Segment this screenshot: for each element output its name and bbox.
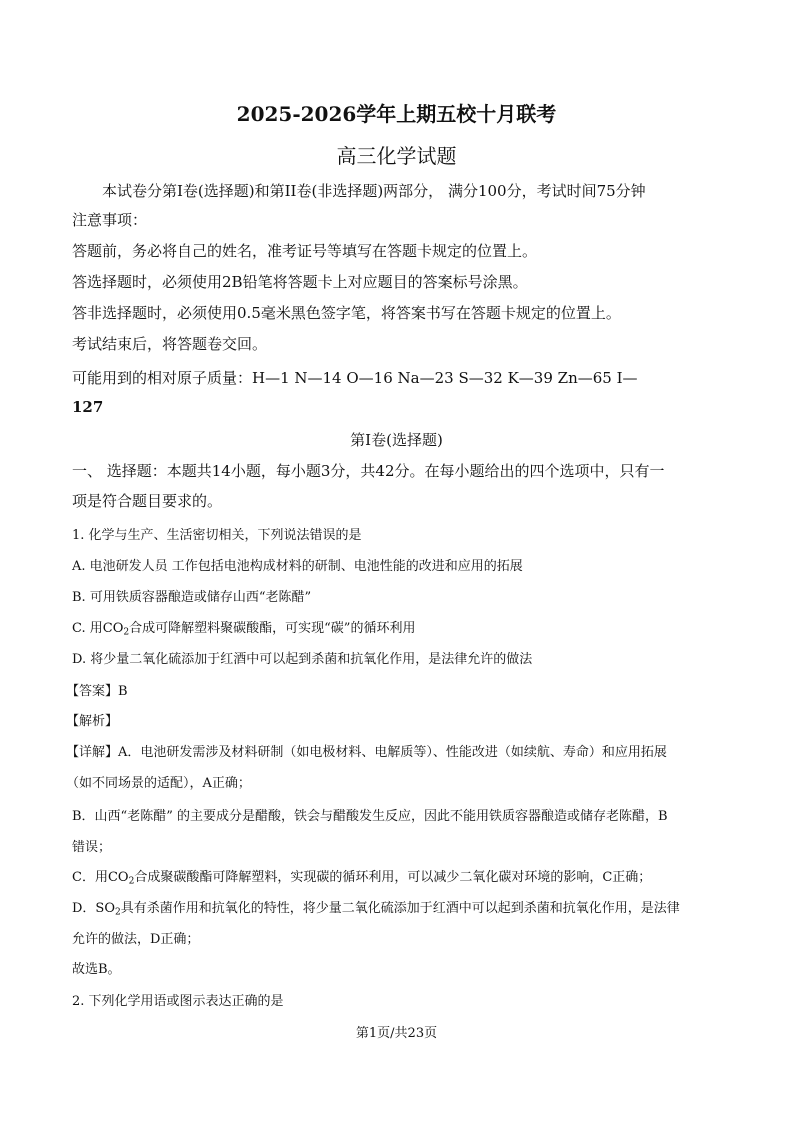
- notice-item: 答题前，务必将自己的姓名，准考证号等填写在答题卡规定的位置上。: [72, 242, 538, 260]
- section-instruction-continued: 项是符合题目要求的。: [72, 492, 223, 510]
- exam-title: 2025-2026学年上期五校十月联考: [236, 102, 557, 126]
- question-1-option-a: A. 电池研发人员 工作包括电池构成材料的研制、电池性能的改进和应用的拓展: [72, 559, 523, 574]
- question-1-option-c: [72, 617, 415, 636]
- subscript: 2: [115, 907, 121, 918]
- question-2-stem: 2. 下列化学用语或图示表达正确的是: [72, 994, 284, 1009]
- notice-item: 答非选择题时，必须使用0.5毫米黑色签字笔，将答案书写在答题卡规定的位置上。: [72, 304, 621, 322]
- detail-b: B．山西“老陈醋” 的主要成分是醋酸，铁会与醋酸发生反应，因此不能用铁质容器酿造或储存老陈醋，B: [72, 809, 668, 824]
- detail-a: 【详解】A．电池研发需涉及材料研制（如电极材料、电解质等）、性能改进（如续航、寿命）和应用拓展: [66, 745, 667, 760]
- detail-d-text: D．SO: [72, 901, 115, 916]
- notice-heading: 注意事项：: [72, 211, 148, 229]
- detail-d-continued: 允许的做法，D正确；: [72, 932, 200, 947]
- exam-statement: 本试卷分第I卷(选择题)和第II卷(非选择题)两部分， 满分100分，考试时间75分钟: [102, 182, 646, 200]
- detail-a-continued: （如不同场景的适配），A正确；: [66, 776, 251, 791]
- subscript: 2: [123, 627, 130, 638]
- question-1-option-b: B. 可用铁质容器酿造或储存山西“老陈醋”: [72, 590, 312, 605]
- section-instruction: 一、 选择题：本题共14小题，每小题3分，共42分。在每小题给出的四个选项中，只有一: [72, 462, 665, 480]
- notice-item: 答选择题时，必须使用2B铅笔将答题卡上对应题目的答案标号涂黑。: [72, 273, 528, 291]
- question-1-option-d: D. 将少量二氧化硫添加于红酒中可以起到杀菌和抗氧化作用，是法律允许的做法: [72, 652, 533, 667]
- notice-item: 考试结束后，将答题卷交回。: [72, 335, 268, 353]
- answer-label: 【答案】B: [66, 684, 128, 699]
- conclusion: 故选B。: [72, 962, 121, 977]
- detail-c-text: C．用CO: [72, 870, 129, 885]
- detail-c-text: 合成聚碳酸酯可降解塑料，实现碳的循环利用，可以减少二氧化碳对环境的影响，C正确；: [134, 870, 652, 885]
- detail-c: [72, 866, 651, 885]
- option-c-text: C. 用CO: [72, 621, 124, 636]
- detail-b-continued: 错误；: [72, 840, 112, 855]
- subscript: 2: [128, 876, 135, 887]
- atomic-masses: 可能用到的相对原子质量：H—1 N—14 O—16 Na—23 S—32 K—39 Zn—65 I—: [72, 369, 638, 387]
- atomic-masses-continued: 127: [72, 398, 104, 416]
- detail-d: [72, 897, 680, 916]
- exam-subtitle: 高三化学试题: [336, 144, 457, 168]
- page-footer: 第1页/共23页: [355, 1026, 438, 1041]
- detail-d-text: 具有杀菌作用和抗氧化的特性，将少量二氧化硫添加于红酒中可以起到杀菌和抗氧化作用，是法律: [120, 901, 680, 916]
- option-c-text: 合成可降解塑料聚碳酸酯，可实现“碳”的循环利用: [129, 621, 416, 636]
- analysis-label: 【解析】: [66, 714, 119, 729]
- section-heading: 第I卷(选择题): [350, 431, 443, 449]
- question-1-stem: 1. 化学与生产、生活密切相关，下列说法错误的是: [72, 528, 362, 543]
